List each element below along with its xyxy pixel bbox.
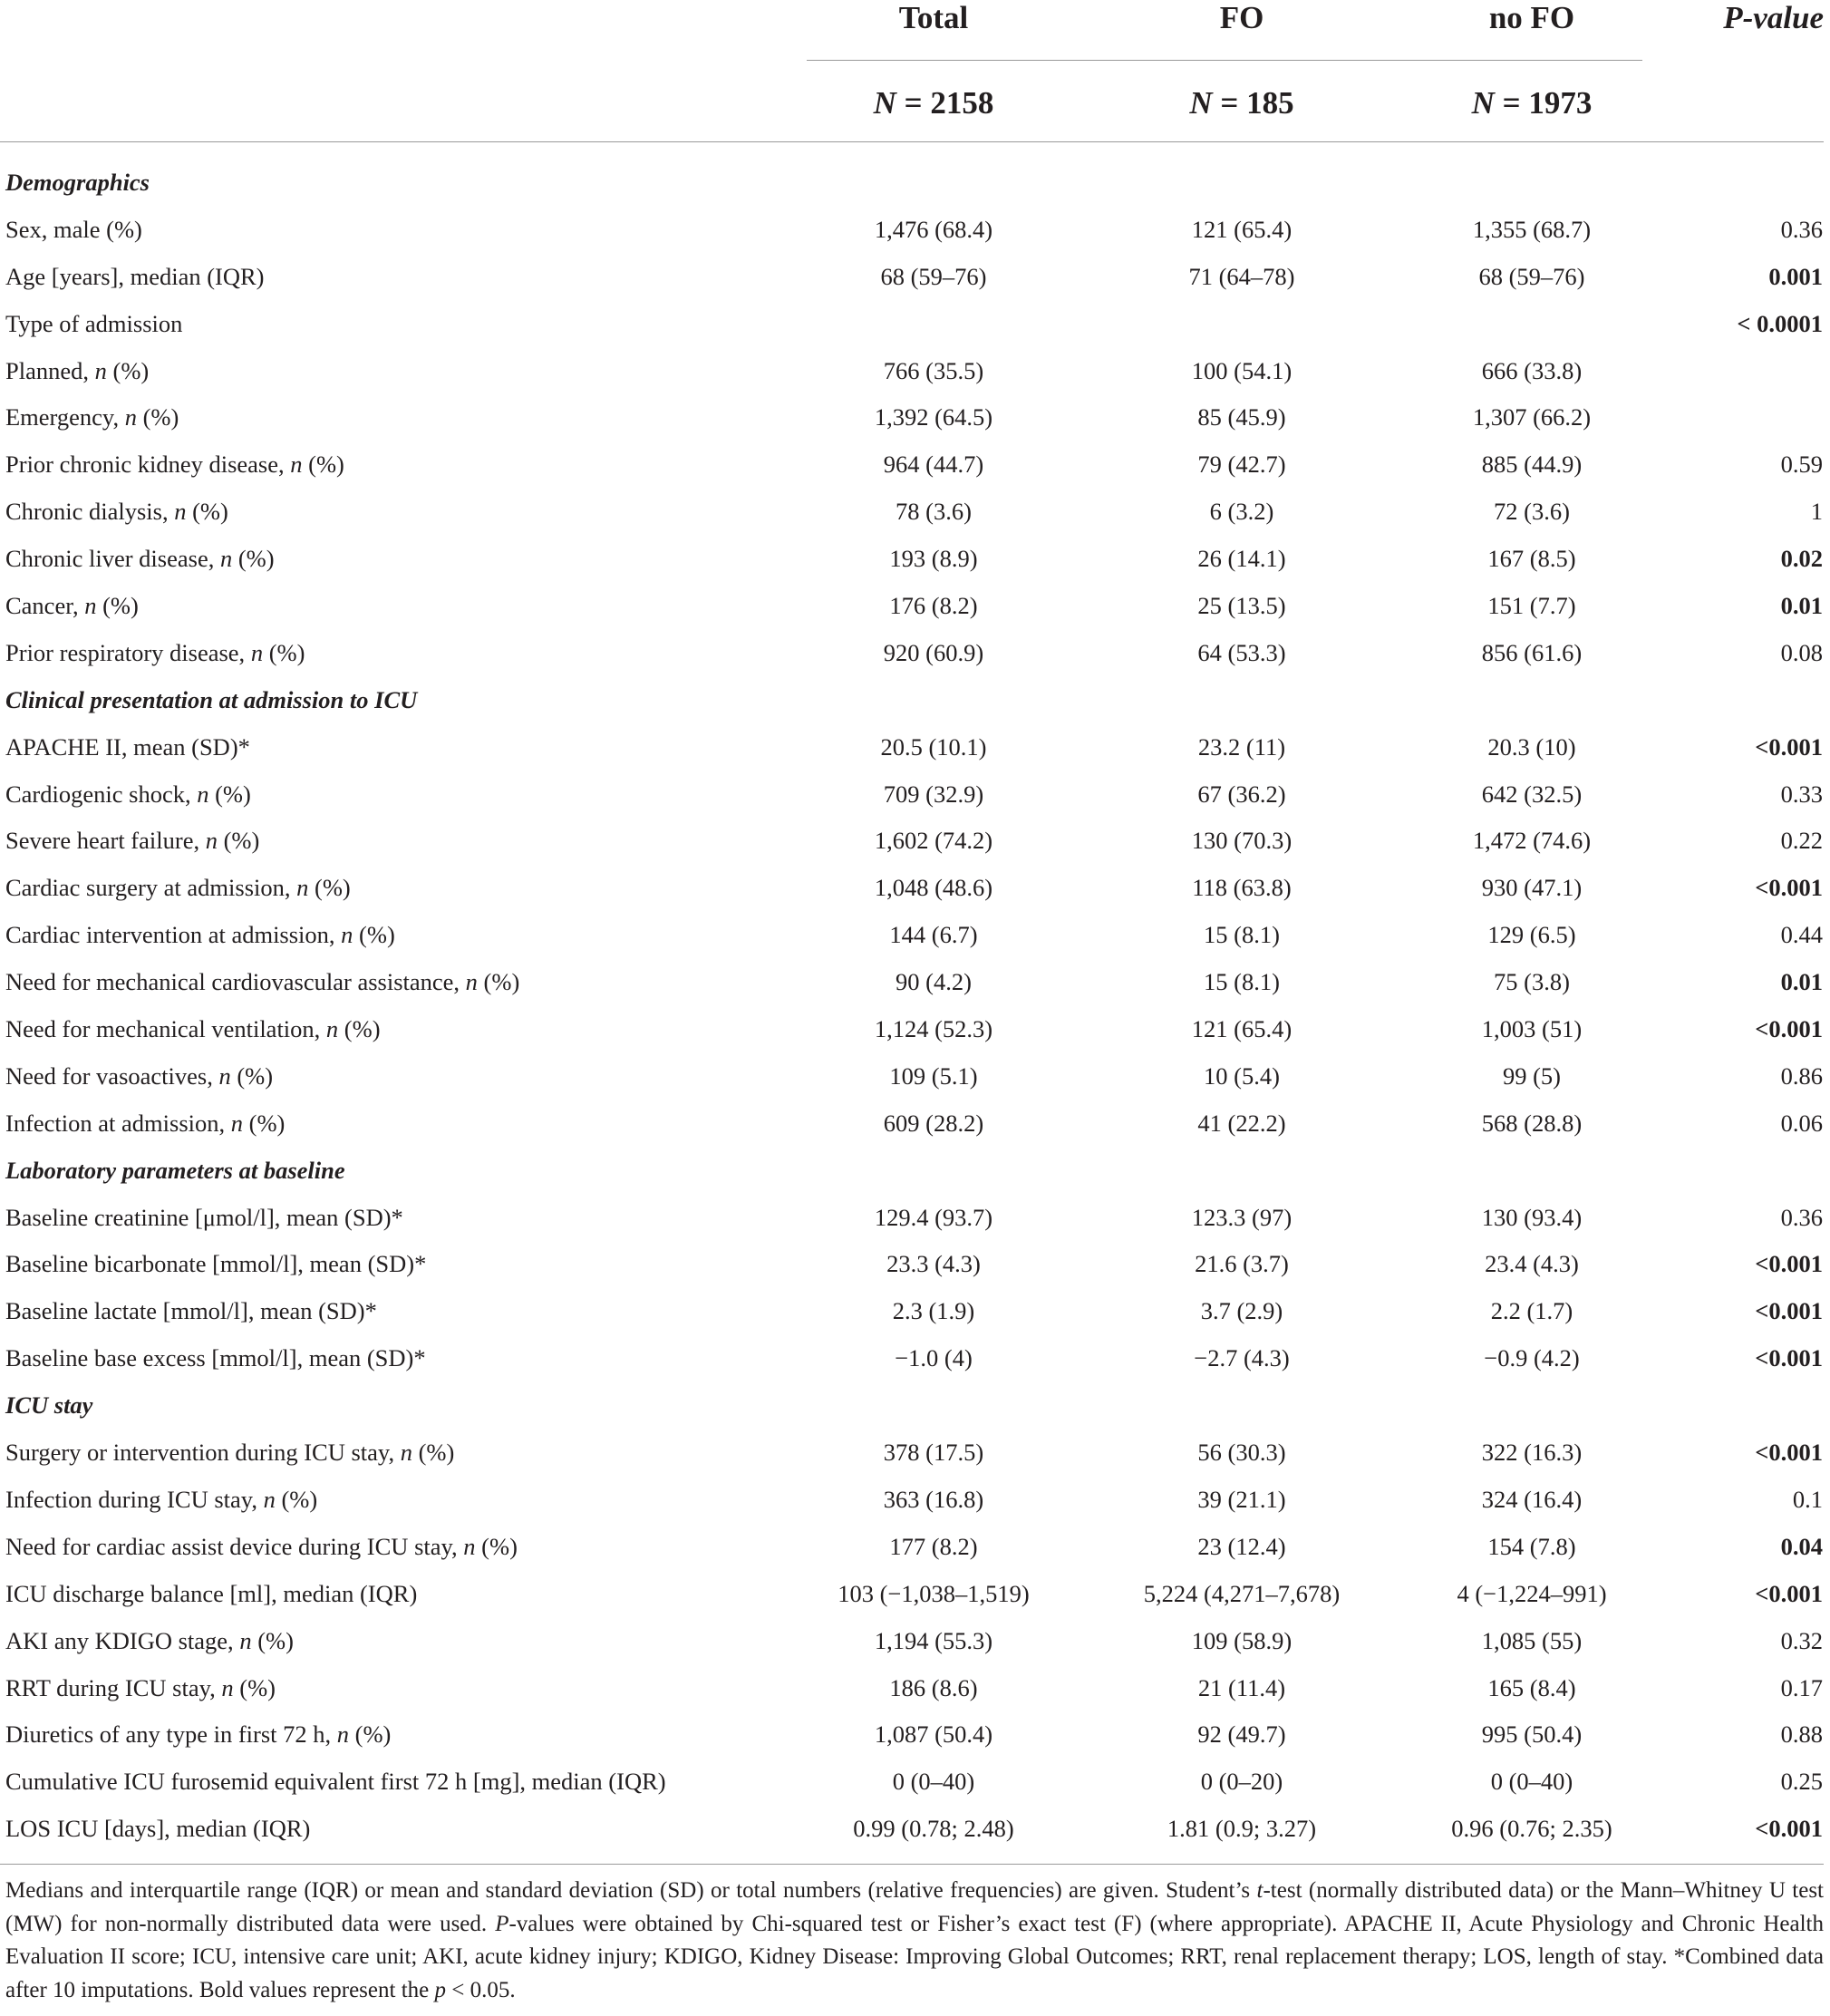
cell-total: 1,392 (64.5): [874, 403, 993, 431]
table-row: [0, 1759, 1830, 1806]
cell-no-fo: 666 (33.8): [1481, 356, 1583, 384]
cell-total: 186 (8.6): [889, 1673, 978, 1701]
row-label: Chronic dialysis, n (%): [5, 498, 228, 526]
cell-p-value: <0.001: [1755, 1297, 1823, 1325]
cell-fo: 85 (45.9): [1197, 403, 1286, 431]
cell-no-fo: 165 (8.4): [1487, 1673, 1576, 1701]
cell-p-value: 0.86: [1780, 1061, 1823, 1090]
cell-no-fo: 129 (6.5): [1487, 921, 1576, 949]
cell-p-value: 0.01: [1780, 968, 1823, 996]
row-label: Cardiogenic shock, n (%): [5, 780, 251, 808]
table-row: [0, 254, 1830, 301]
cell-no-fo: 20.3 (10): [1487, 732, 1576, 761]
cell-total: 0 (0–40): [892, 1768, 975, 1796]
table-row: [0, 724, 1830, 771]
cell-fo: 41 (22.2): [1197, 1109, 1286, 1137]
cell-no-fo: 322 (16.3): [1481, 1439, 1583, 1467]
row-label: Diuretics of any type in first 72 h, n (%): [5, 1720, 392, 1749]
cell-total: 709 (32.9): [883, 780, 984, 808]
cell-p-value: 0.06: [1780, 1109, 1823, 1137]
cell-fo: 0 (0–20): [1200, 1768, 1283, 1796]
cell-p-value: 0.59: [1780, 451, 1823, 479]
table-row: [0, 207, 1830, 254]
cell-no-fo: 1,307 (66.2): [1472, 403, 1592, 431]
cell-total: 68 (59–76): [880, 262, 987, 290]
row-label: Cumulative ICU furosemid equivalent first 72 h [mg], median (IQR): [5, 1768, 666, 1796]
row-label: Need for mechanical cardiovascular assistance, n (%): [5, 968, 520, 996]
table-row: [0, 489, 1830, 536]
row-label: APACHE II, mean (SD)*: [5, 732, 250, 761]
row-label: Surgery or intervention during ICU stay, n (%): [5, 1439, 455, 1467]
cell-fo: 123.3 (97): [1191, 1203, 1293, 1231]
cell-total: 193 (8.9): [889, 545, 978, 573]
cell-total: 0.99 (0.78; 2.48): [853, 1815, 1014, 1843]
section-header: [0, 677, 1830, 724]
table-row: [0, 912, 1830, 959]
row-label: Baseline base excess [mmol/l], mean (SD)*: [5, 1344, 426, 1372]
cell-fo: 71 (64–78): [1188, 262, 1295, 290]
row-label: ICU discharge balance [ml], median (IQR): [5, 1579, 418, 1607]
cell-p-value: 0.36: [1780, 1203, 1823, 1231]
column-header-no-fo: no FO: [1488, 0, 1575, 35]
cell-no-fo: −0.9 (4.2): [1484, 1344, 1580, 1372]
cell-fo: 79 (42.7): [1197, 451, 1286, 479]
cell-total: 1,048 (48.6): [874, 874, 993, 902]
cell-no-fo: 885 (44.9): [1481, 451, 1583, 479]
cell-total: 766 (35.5): [883, 356, 984, 384]
table-footnote: Medians and interquartile range (IQR) or mean and standard deviation (SD) or total numbers (relative frequencies) are given. Student’s t-test (normally distributed data) or the Mann–Whitney U test (MW) for non-normally distributed data were used. P-values were obtained by Chi-squared test or Fisher’s exact test (F) (where appropriate). APACHE II, Acute Physiology and Chronic Health Evaluation II score; ICU, intensive care unit; AKI, acute kidney injury; KDIGO, Kidney Disease: Improving Global Outcomes; RRT, renal replacement therapy; LOS, length of stay. *Combined data after 10 imputations. Bold values represent the p < 0.05.: [5, 1878, 1825, 2002]
table-row: [0, 1524, 1830, 1571]
cell-fo: 118 (63.8): [1192, 874, 1292, 902]
cell-no-fo: 68 (59–76): [1478, 262, 1585, 290]
cell-total: 1,194 (55.3): [874, 1626, 993, 1654]
cell-fo: 6 (3.2): [1209, 498, 1274, 526]
row-label: Type of admission: [5, 309, 183, 337]
cell-fo: 15 (8.1): [1204, 921, 1280, 949]
row-label: Baseline creatinine [μmol/l], mean (SD)*: [5, 1203, 403, 1231]
cell-total: 109 (5.1): [889, 1061, 978, 1090]
cell-no-fo: 2.2 (1.7): [1490, 1297, 1573, 1325]
cell-fo: 56 (30.3): [1197, 1439, 1286, 1467]
row-label: Baseline bicarbonate [mmol/l], mean (SD)*: [5, 1250, 427, 1278]
cell-total: 1,124 (52.3): [874, 1015, 993, 1043]
cell-no-fo: 1,085 (55): [1481, 1626, 1583, 1654]
row-label: Chronic liver disease, n (%): [5, 545, 275, 573]
cell-p-value: <0.001: [1755, 874, 1823, 902]
cell-fo: 25 (13.5): [1197, 592, 1286, 620]
cell-fo: 1.81 (0.9; 3.27): [1167, 1815, 1317, 1843]
row-label: Emergency, n (%): [5, 403, 179, 431]
table-row: [0, 630, 1830, 677]
cell-total: 964 (44.7): [883, 451, 984, 479]
cell-no-fo: 72 (3.6): [1494, 498, 1570, 526]
cell-no-fo: 1,472 (74.6): [1472, 827, 1592, 855]
cell-p-value: 0.33: [1780, 780, 1823, 808]
column-header-p-value: P-value: [1723, 0, 1824, 35]
table-row: [0, 1477, 1830, 1524]
row-label: Laboratory parameters at baseline: [5, 1156, 345, 1184]
row-label: Demographics: [5, 169, 150, 196]
cell-p-value: 0.08: [1780, 638, 1823, 666]
cell-fo: 26 (14.1): [1197, 545, 1286, 573]
cell-p-value: 0.001: [1768, 262, 1823, 290]
header-divider: [807, 60, 1642, 61]
cell-total: 129.4 (93.7): [874, 1203, 993, 1231]
row-label: Age [years], median (IQR): [5, 262, 265, 290]
cell-no-fo: 23.4 (4.3): [1485, 1250, 1579, 1278]
cell-total: 144 (6.7): [889, 921, 978, 949]
cell-fo: 21.6 (3.7): [1195, 1250, 1289, 1278]
table-body: [0, 160, 1830, 1853]
cell-fo: 109 (58.9): [1191, 1626, 1293, 1654]
cell-no-fo: 0 (0–40): [1490, 1768, 1573, 1796]
cell-p-value: <0.001: [1755, 1815, 1823, 1843]
column-header-fo: FO: [1219, 0, 1264, 35]
cell-total: 20.5 (10.1): [880, 732, 987, 761]
row-label: Prior chronic kidney disease, n (%): [5, 451, 344, 479]
row-label: Need for cardiac assist device during ICU stay, n (%): [5, 1532, 518, 1560]
cell-fo: 3.7 (2.9): [1200, 1297, 1283, 1325]
cell-fo: 15 (8.1): [1204, 968, 1280, 996]
cell-total: 2.3 (1.9): [892, 1297, 975, 1325]
cell-no-fo: 154 (7.8): [1487, 1532, 1576, 1560]
table-row: [0, 394, 1830, 441]
cell-total: 177 (8.2): [889, 1532, 978, 1560]
cell-total: 1,476 (68.4): [874, 215, 993, 243]
row-label: Severe heart failure, n (%): [5, 827, 260, 855]
cell-fo: 100 (54.1): [1191, 356, 1293, 384]
cell-p-value: 0.88: [1780, 1720, 1823, 1749]
row-label: Cancer, n (%): [5, 592, 139, 620]
row-label: Prior respiratory disease, n (%): [5, 638, 305, 666]
cell-p-value: 1: [1810, 498, 1823, 526]
cell-p-value: 0.01: [1780, 592, 1823, 620]
table-row: [0, 771, 1830, 819]
cell-no-fo: 642 (32.5): [1481, 780, 1583, 808]
row-label: Planned, n (%): [5, 356, 150, 384]
cell-total: 78 (3.6): [896, 498, 972, 526]
cell-no-fo: 130 (93.4): [1481, 1203, 1583, 1231]
cell-no-fo: 167 (8.5): [1487, 545, 1576, 573]
cell-p-value: 0.1: [1792, 1485, 1823, 1513]
table-row: [0, 1053, 1830, 1100]
cell-p-value: 0.25: [1780, 1768, 1823, 1796]
cell-p-value: 0.04: [1780, 1532, 1823, 1560]
cell-no-fo: 99 (5): [1502, 1061, 1562, 1090]
table-row: [0, 441, 1830, 489]
cell-p-value: < 0.0001: [1737, 309, 1823, 337]
table-row: [0, 1100, 1830, 1148]
cell-p-value: 0.02: [1780, 545, 1823, 573]
cell-fo: 67 (36.2): [1197, 780, 1286, 808]
cell-fo: 39 (21.1): [1197, 1485, 1286, 1513]
cell-no-fo: 856 (61.6): [1481, 638, 1583, 666]
row-label: Cardiac intervention at admission, n (%): [5, 921, 395, 949]
table-row: [0, 1241, 1830, 1288]
cell-p-value: <0.001: [1755, 1015, 1823, 1043]
cell-total: 609 (28.2): [883, 1109, 984, 1137]
table-row: [0, 1288, 1830, 1335]
row-label: Clinical presentation at admission to ICU: [5, 685, 418, 713]
cell-no-fo: 1,003 (51): [1481, 1015, 1583, 1043]
table-row: [0, 959, 1830, 1006]
header-bottom-rule: [0, 141, 1824, 142]
row-label: Cardiac surgery at admission, n (%): [5, 874, 351, 902]
cell-p-value: <0.001: [1755, 1344, 1823, 1372]
cell-no-fo: 4 (−1,224–991): [1457, 1579, 1607, 1607]
table-row: [0, 1571, 1830, 1618]
cell-no-fo: 0.96 (0.76; 2.35): [1451, 1815, 1612, 1843]
cell-total: 1,087 (50.4): [874, 1720, 993, 1749]
table-row: [0, 348, 1830, 395]
table-row: [0, 1711, 1830, 1759]
cell-total: 103 (−1,038–1,519): [838, 1579, 1030, 1607]
row-label: RRT during ICU stay, n (%): [5, 1673, 276, 1701]
table-row: [0, 818, 1830, 865]
row-label: Baseline lactate [mmol/l], mean (SD)*: [5, 1297, 377, 1325]
section-header: [0, 1382, 1830, 1430]
cell-p-value: 0.22: [1780, 827, 1823, 855]
row-label: Sex, male (%): [5, 215, 142, 243]
cell-total: 378 (17.5): [883, 1439, 984, 1467]
cell-fo: 64 (53.3): [1197, 638, 1286, 666]
cell-p-value: <0.001: [1755, 1250, 1823, 1278]
cell-p-value: 0.17: [1780, 1673, 1823, 1701]
cell-p-value: <0.001: [1755, 732, 1823, 761]
cell-no-fo: 75 (3.8): [1494, 968, 1570, 996]
row-label: ICU stay: [5, 1391, 93, 1420]
cell-fo: 92 (49.7): [1197, 1720, 1286, 1749]
cell-total: 90 (4.2): [896, 968, 972, 996]
cell-total: 920 (60.9): [883, 638, 984, 666]
cell-total: 363 (16.8): [883, 1485, 984, 1513]
cell-no-fo: 1,355 (68.7): [1472, 215, 1592, 243]
cell-p-value: 0.32: [1780, 1626, 1823, 1654]
cell-fo: 23.2 (11): [1197, 732, 1286, 761]
cell-no-fo: 568 (28.8): [1481, 1109, 1583, 1137]
table-row: [0, 1430, 1830, 1477]
row-label: Need for vasoactives, n (%): [5, 1061, 274, 1090]
cell-fo: 121 (65.4): [1191, 1015, 1293, 1043]
cell-fo: 23 (12.4): [1197, 1532, 1286, 1560]
cell-total: −1.0 (4): [895, 1344, 973, 1372]
row-label: AKI any KDIGO stage, n (%): [5, 1626, 294, 1654]
count-total: N = 2158: [873, 85, 994, 121]
cell-no-fo: 995 (50.4): [1481, 1720, 1583, 1749]
count-fo: N = 185: [1189, 85, 1294, 121]
cell-p-value: <0.001: [1755, 1439, 1823, 1467]
cell-fo: 5,224 (4,271–7,678): [1143, 1579, 1341, 1607]
cell-no-fo: 324 (16.4): [1481, 1485, 1583, 1513]
cell-fo: 21 (11.4): [1197, 1673, 1286, 1701]
table-row: [0, 583, 1830, 630]
section-header: [0, 160, 1830, 207]
cell-total: 1,602 (74.2): [874, 827, 993, 855]
count-no-fo: N = 1973: [1471, 85, 1593, 121]
cell-fo: −2.7 (4.3): [1194, 1344, 1290, 1372]
cell-fo: 10 (5.4): [1204, 1061, 1280, 1090]
table-row: [0, 301, 1830, 348]
cell-fo: 121 (65.4): [1191, 215, 1293, 243]
section-header: [0, 1148, 1830, 1195]
cell-p-value: <0.001: [1755, 1579, 1823, 1607]
table-row: [0, 1195, 1830, 1242]
table-row: [0, 1806, 1830, 1853]
row-label: LOS ICU [days], median (IQR): [5, 1815, 311, 1843]
cell-p-value: 0.44: [1780, 921, 1823, 949]
cell-total: 176 (8.2): [889, 592, 978, 620]
table-row: [0, 1006, 1830, 1053]
cell-total: 23.3 (4.3): [886, 1250, 981, 1278]
table-row: [0, 536, 1830, 583]
row-label: Infection at admission, n (%): [5, 1109, 286, 1137]
cell-no-fo: 151 (7.7): [1487, 592, 1576, 620]
table-row: [0, 1618, 1830, 1665]
cell-fo: 130 (70.3): [1191, 827, 1293, 855]
table-row: [0, 865, 1830, 912]
cell-p-value: 0.36: [1780, 215, 1823, 243]
table-row: [0, 1335, 1830, 1382]
table-header: [0, 0, 1830, 145]
row-label: Need for mechanical ventilation, n (%): [5, 1015, 381, 1043]
table-row: [0, 1665, 1830, 1712]
row-label: Infection during ICU stay, n (%): [5, 1485, 318, 1513]
cell-no-fo: 930 (47.1): [1481, 874, 1583, 902]
column-header-total: Total: [898, 0, 969, 35]
table-bottom-rule: [0, 1864, 1824, 1865]
